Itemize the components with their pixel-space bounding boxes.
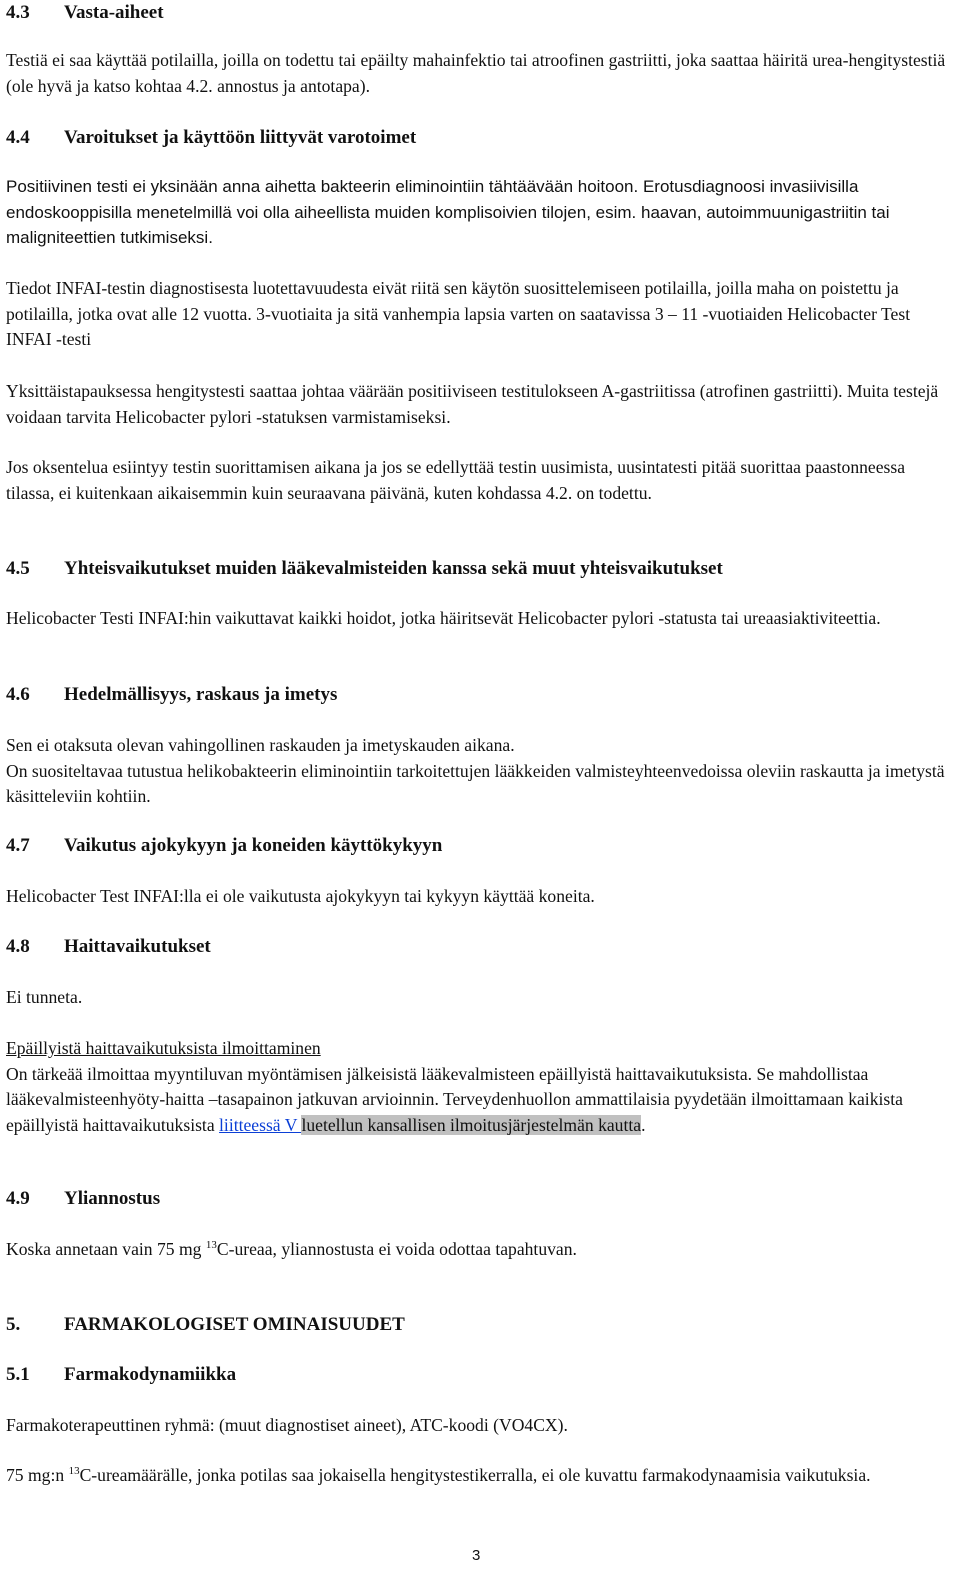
paragraph: Yksittäistapauksessa hengitystesti saattaa johtaa väärään positiiviseen testitulokseen A-gastriitissa (atrofinen gastriitti). Muita testejä voidaan tarvita Helicobacter pylori -statuksen varmistamiseksi. (6, 381, 939, 427)
heading-4-6 (6, 682, 337, 707)
text-run: . (641, 1114, 646, 1135)
paragraph: Testiä ei saa käyttää potilailla, joilla on todettu tai epäilty mahainfektio tai atroofinen gastriitti, joka saattaa häiritä urea-hengitystestiä (ole hyvä ja katso kohtaa 4.2. annostus ja antotapa). (6, 50, 946, 96)
text-run: Positiivinen testi ei yksinään anna aihetta bakteerin eliminointiin tähtäävään hoitoon. (6, 177, 639, 196)
heading-title: Farmakodynamiikka (64, 1364, 237, 1385)
heading-title: Yliannostus (64, 1188, 161, 1209)
text-run: Koska annetaan vain 75 mg (6, 1239, 206, 1259)
paragraph (6, 1036, 950, 1138)
paragraph: Tiedot INFAI-testin diagnostisesta luotettavuudesta eivät riitä sen käytön suosittelemiseen potilailla, joilla maha on poistettu ja potilailla, jotka ovat alle 12 vuotta. 3-vuotiaita ja sitä vanhempia lapsia varten on saatavissa 3 – 11 -vuotiaiden Helicobacter Test INFAI -testi (6, 278, 911, 349)
paragraph: Ei tunneta. (6, 987, 83, 1007)
heading-4-7 (6, 833, 442, 858)
heading-number: 4.7 (6, 835, 30, 856)
heading-number: 4.6 (6, 684, 30, 705)
heading-title: Vaikutus ajokykyyn ja koneiden käyttökykyyn (64, 835, 443, 856)
heading-number: 4.5 (6, 558, 30, 579)
heading-title: Yhteisvaikutukset muiden lääkevalmisteiden kanssa sekä muut yhteisvaikutukset (64, 558, 723, 579)
paragraph: Helicobacter Testi INFAI:hin vaikuttavat kaikki hoidot, jotka häiritsevät Helicobacter pylori -statusta tai ureaasiaktiviteettia. (6, 608, 881, 628)
paragraph: Jos oksentelua esiintyy testin suorittamisen aikana ja jos se edellyttää testin uusimista, uusintatesti pitää suorittaa paastonneessa tilassa, ei kuitenkaan aikaisemmin kuin seuraavana päivänä, kuten kohdassa 4.2. on todettu. (6, 457, 906, 503)
text-run: On suositeltavaa tutustua helikobakteerin eliminointiin tarkoitettujen lääkkeiden valmisteyhteenvedoissa oleviin raskautta ja imetystä käsitteleviin kohtiin. (6, 760, 945, 806)
heading-number: 4.8 (6, 936, 30, 957)
page-number: 3 (472, 1547, 481, 1564)
superscript: 13 (68, 1465, 80, 1477)
heading-title: Hedelmällisyys, raskaus ja imetys (64, 684, 338, 705)
heading-title: Vasta-aiheet (64, 2, 164, 23)
heading-number: 5. (6, 1314, 21, 1335)
text-run: C-ureaa, yliannostusta ei voida odottaa tapahtuvan. (216, 1239, 577, 1259)
heading-number: 4.4 (6, 127, 30, 148)
annex-v-link[interactable]: liitteessä V (219, 1114, 302, 1135)
paragraph (6, 733, 950, 810)
text-run: Erotusdiagnoosi invasiivisilla endoskooppisilla menetelmillä voi olla aiheellista muiden komplisoivien tilojen, esim. haavan, autoimmuunigastriitin tai maligniteettien tutkimiseksi. (6, 177, 890, 247)
heading-4-4 (6, 125, 416, 150)
paragraph: Farmakoterapeuttinen ryhmä: (muut diagnostiset aineet), ATC-koodi (VO4CX). (6, 1415, 568, 1435)
text-run: 75 mg:n (6, 1465, 69, 1485)
heading-4-9 (6, 1186, 160, 1211)
heading-title: Varoitukset ja käyttöön liittyvät varotoimet (64, 127, 417, 148)
heading-5 (6, 1312, 405, 1337)
superscript: 13 (205, 1239, 217, 1251)
heading-4-5 (6, 556, 723, 581)
paragraph (6, 1237, 950, 1263)
heading-4-8 (6, 934, 211, 959)
heading-number: 4.3 (6, 2, 30, 23)
paragraph (6, 1463, 950, 1489)
heading-title: FARMAKOLOGISET OMINAISUUDET (64, 1314, 405, 1335)
text-run: Sen ei otaksuta olevan vahingollinen raskauden ja imetyskauden aikana. (6, 735, 515, 755)
heading-number: 5.1 (6, 1364, 30, 1385)
paragraph (6, 174, 950, 251)
heading-number: 4.9 (6, 1188, 30, 1209)
subheading: Epäillyistä haittavaikutuksista ilmoittaminen (6, 1038, 321, 1058)
heading-5-1 (6, 1362, 236, 1387)
highlighted-text: luetellun kansallisen ilmoitusjärjestelmän kautta (301, 1114, 642, 1135)
heading-title: Haittavaikutukset (64, 936, 211, 957)
text-run: On tärkeää ilmoittaa myyntiluvan myöntämisen jälkeisistä lääkevalmisteen epäillyistä haittavaikutuksista. Se mahdollistaa lääkevalmisteenhyöty-haitta –tasapainon jatkuvan arvioinnin. Terveydenhuollon ammattilaisia pyydetään ilmoittamaan kaikista epäillyistä haittavaikutuksista (6, 1063, 903, 1135)
paragraph: Helicobacter Test INFAI:lla ei ole vaikutusta ajokykyyn tai kykyyn käyttää koneita. (6, 886, 595, 906)
text-run: C-ureamäärälle, jonka potilas saa jokaisella hengitystestikerralla, ei ole kuvattu farmakodynaamisia vaikutuksia. (79, 1465, 871, 1485)
heading-4-3 (6, 0, 164, 25)
